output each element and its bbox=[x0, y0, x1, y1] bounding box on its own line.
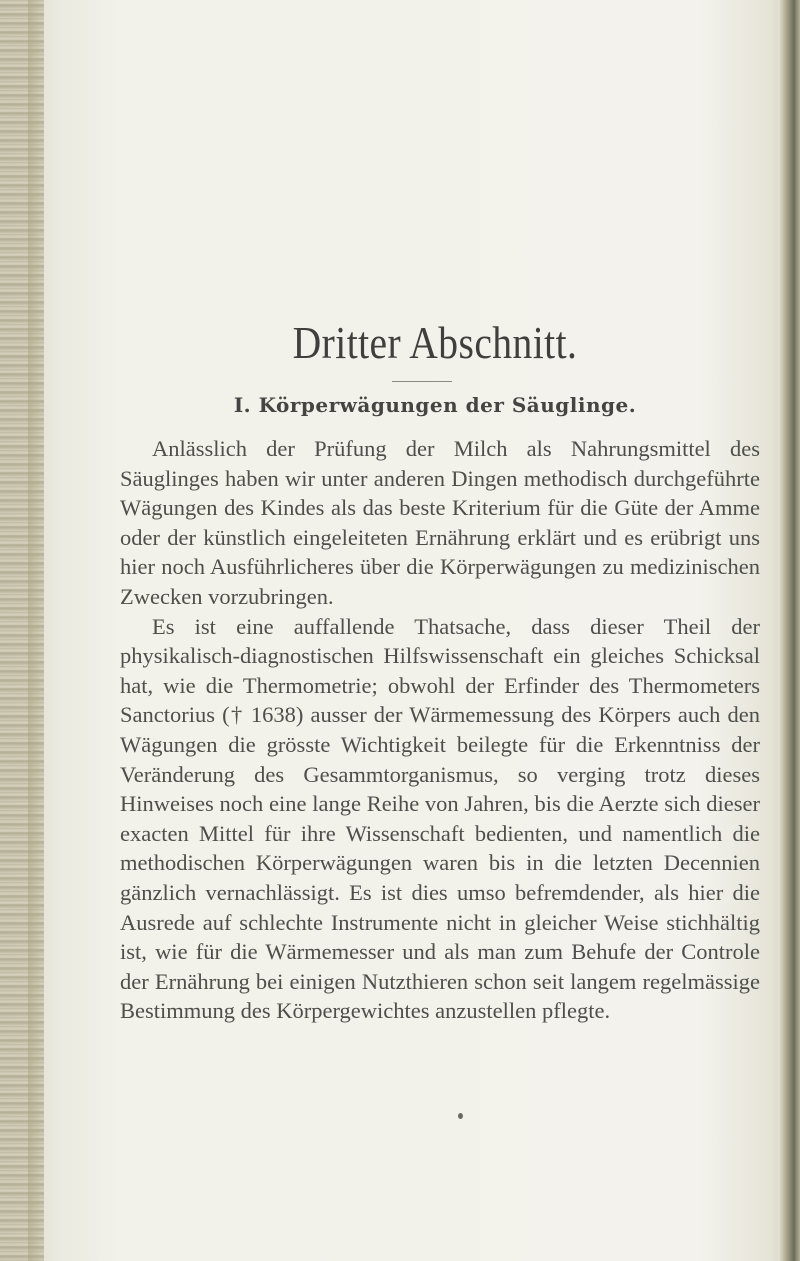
ink-speck bbox=[458, 1113, 463, 1119]
page-content bbox=[90, 0, 790, 1261]
title-divider bbox=[392, 381, 452, 382]
body-text bbox=[120, 434, 760, 1026]
section-title: Dritter Abschnitt. bbox=[292, 317, 578, 368]
subsection-heading: I. Körperwägungen der Säuglinge. bbox=[233, 393, 637, 417]
book-binding-left bbox=[0, 0, 44, 1261]
paragraph: Anlässlich der Prüfung der Milch als Nahrungsmittel des Säuglinges haben wir unter anderen Dingen methodisch durchgeführte Wägungen des Kindes als das beste Kriterium für die Güte der Amme oder der künstlich eingeleiteten Ernährung erklärt und es erübrigt uns hier noch Ausführlicheres über die Körperwägungen zu medizinischen Zwecken vorzubringen. bbox=[120, 436, 760, 609]
paragraph: Es ist eine auffallende Thatsache, dass dieser Theil der physikalisch-diagnostischen Hilfswissenschaft ein gleiches Schicksal hat, wie die Thermometrie; obwohl der Erfinder des Thermometers Sanctorius († 1638) ausser der Wärmemessung des Körpers auch den Wägungen die grösste Wichtigkeit beilegte für die Erkenntniss der Veränderung des Gesammtorganismus, so verging trotz dieses Hinweises noch eine lange Reihe von Jahren, bis die Aerzte sich dieser exacten Mittel für ihre Wissenschaft bedienten, und namentlich die methodischen Körperwägungen waren bis in die letzten Decennien gänzlich vernachlässigt. Es ist dies umso befremdender, als hier die Ausrede auf schlechte Instrumente nicht in gleicher Weise stichhältig ist, wie für die Wärmemesser und als man zum Behufe der Controle der Ernährung bei einigen Nutzthieren schon seit langem regelmässige Bestimmung des Körpergewichtes anzustellen pflegte. bbox=[120, 613, 760, 1024]
